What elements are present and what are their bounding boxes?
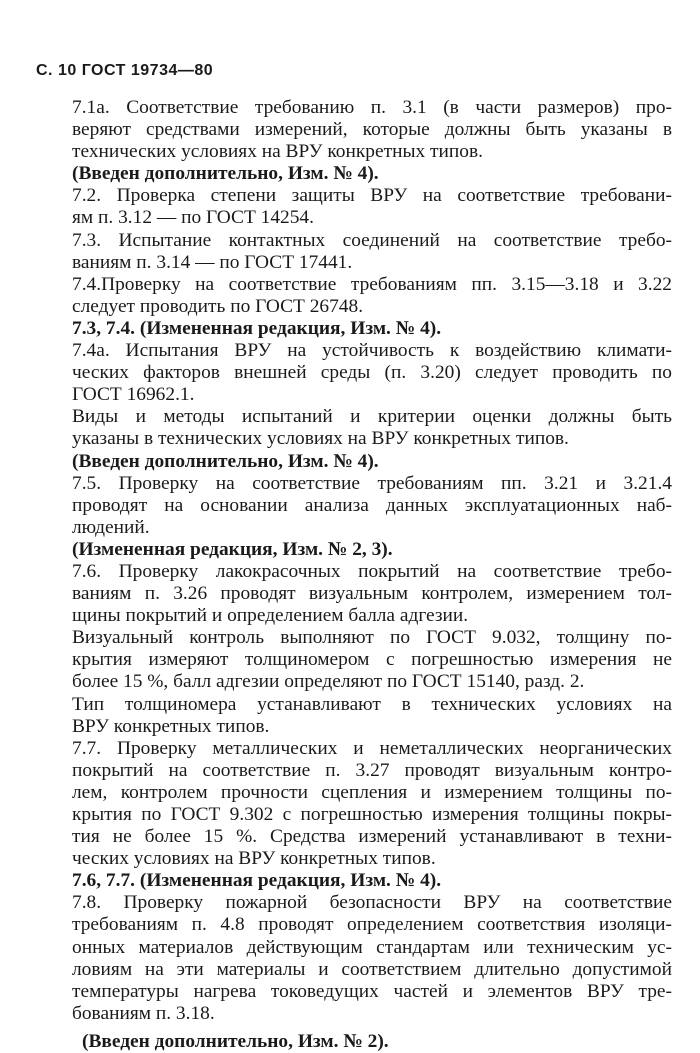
text-line: технических условиях на ВРУ конкретных типов. bbox=[72, 141, 483, 163]
text-line: крытия измеряют толщиномером с погрешностью измерения не bbox=[72, 649, 672, 671]
text-line: ям п. 3.12 — по ГОСТ 14254. bbox=[72, 207, 314, 229]
clause-7-8 bbox=[38, 892, 672, 1025]
clause-7-3 bbox=[38, 230, 672, 274]
text-line: следует проводить по ГОСТ 26748. bbox=[72, 295, 364, 317]
text-line: требованиям п. 4.8 проводят определением соответствия изоляци- bbox=[72, 914, 672, 936]
clause-7-4 bbox=[38, 274, 672, 318]
text-line: 7.4.Проверку на соответствие требованиям пп. 3.15—3.18 и 3.22 bbox=[72, 273, 672, 295]
text-line: 7.7. Проверку металлических и неметаллических неорганических bbox=[72, 737, 672, 759]
clause-7-1a bbox=[38, 97, 672, 163]
clause-7-7 bbox=[38, 738, 672, 871]
page-header: С. 10 ГОСТ 19734—80 bbox=[36, 62, 214, 79]
text-line: 7.2. Проверка степени защиты ВРУ на соответствие требовани- bbox=[72, 185, 672, 207]
text-line: ловиям на эти материалы и соответствием длительно допустимой bbox=[72, 958, 672, 980]
text-line: ГОСТ 16962.1. bbox=[72, 384, 195, 406]
text-line: бованиям п. 3.18. bbox=[72, 1002, 215, 1024]
text-line: онных материалов действующим стандартам или техническим ус- bbox=[72, 936, 672, 958]
text-line: веряют средствами измерений, которые должны быть указаны в bbox=[72, 119, 672, 141]
text-line: тия не более 15 %. Средства измерений устанавливают в техни- bbox=[72, 826, 672, 848]
text-line: ваниям п. 3.14 — по ГОСТ 17441. bbox=[72, 251, 353, 273]
text-line: ческих факторов внешней среды (п. 3.20) следует проводить по bbox=[72, 362, 672, 384]
text-line: 7.3. Испытание контактных соединений на соответствие требо- bbox=[72, 229, 672, 251]
text-line: ческих условиях на ВРУ конкретных типов. bbox=[72, 848, 436, 870]
text-line: Тип толщиномера устанавливают в технических условиях на bbox=[72, 693, 672, 715]
amendment-note: (Введен дополнительно, Изм. № 4). bbox=[72, 163, 379, 185]
text-line: 7.6. Проверку лакокрасочных покрытий на соответствие требо- bbox=[72, 560, 672, 582]
text-line: 7.4а. Испытания ВРУ на устойчивость к воздействию климати- bbox=[72, 340, 672, 362]
clause-7-4a bbox=[38, 340, 672, 406]
text-line: 7.1а. Соответствие требованию п. 3.1 (в части размеров) про- bbox=[72, 97, 672, 118]
text-line: проводят на основании анализа данных эксплуатационных наб- bbox=[72, 494, 672, 516]
text-line: 7.8. Проверку пожарной безопасности ВРУ на соответствие bbox=[72, 892, 672, 914]
amendment-note: 7.3, 7.4. (Измененная редакция, Изм. № 4). bbox=[72, 317, 442, 339]
amendment-note: (Введен дополнительно, Изм. № 2). bbox=[82, 1030, 389, 1052]
text-line: ВРУ конкретных типов. bbox=[72, 715, 270, 737]
clause-7-6-gauge bbox=[38, 694, 672, 738]
text-line: людений. bbox=[72, 516, 150, 538]
amendment-note: (Измененная редакция, Изм. № 2, 3). bbox=[72, 538, 393, 560]
text-line: покрытий на соответствие п. 3.27 проводят визуальным контро- bbox=[72, 759, 672, 781]
clause-7-4a-methods bbox=[38, 406, 672, 450]
text-line: Визуальный контроль выполняют по ГОСТ 9.032, толщину по- bbox=[72, 627, 672, 649]
text-line: щины покрытий и определением балла адгезии. bbox=[72, 605, 469, 627]
text-line: более 15 %, балл адгезии определяют по ГОСТ 15140, разд. 2. bbox=[72, 671, 585, 693]
text-line: крытия по ГОСТ 9.302 с погрешностью измерения толщины покры- bbox=[72, 804, 672, 825]
clause-7-6-visual bbox=[38, 627, 672, 693]
text-line: температуры нагрева токоведущих частей и элементов ВРУ тре- bbox=[72, 980, 672, 1002]
text-line: лем, контролем прочности сцепления и измерением толщины по- bbox=[72, 781, 672, 803]
amendment-note: 7.6, 7.7. (Измененная редакция, Изм. № 4). bbox=[72, 870, 442, 892]
text-line: ваниям п. 3.26 проводят визуальным контролем, измерением тол- bbox=[72, 583, 672, 605]
clause-7-5 bbox=[38, 473, 672, 539]
clause-7-2 bbox=[38, 185, 672, 229]
clause-7-6 bbox=[38, 561, 672, 627]
text-line: указаны в технических условиях на ВРУ конкретных типов. bbox=[72, 428, 569, 450]
text-line: Виды и методы испытаний и критерии оценки должны быть bbox=[72, 406, 672, 428]
amendment-note: (Введен дополнительно, Изм. № 4). bbox=[72, 450, 379, 472]
text-line: 7.5. Проверку на соответствие требованиям пп. 3.21 и 3.21.4 bbox=[72, 472, 672, 494]
document-body bbox=[38, 97, 672, 1053]
